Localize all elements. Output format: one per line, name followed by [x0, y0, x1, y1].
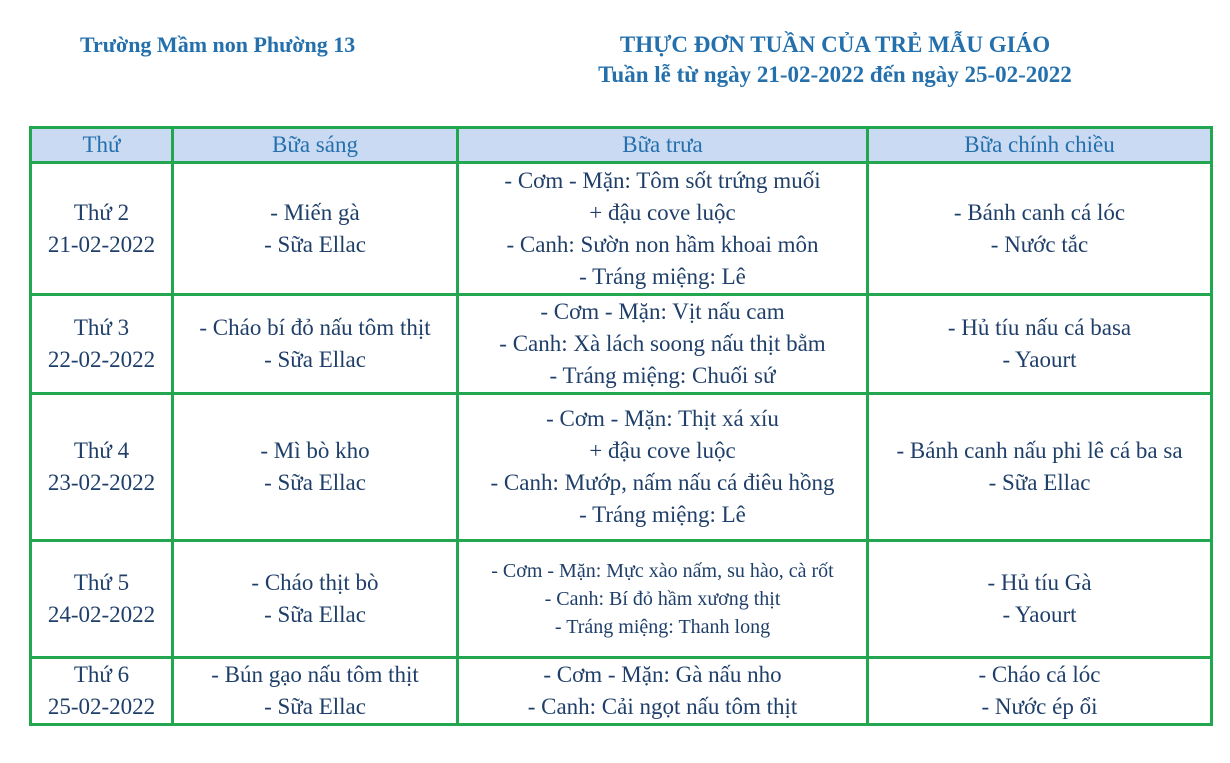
date-label: 24-02-2022 [47, 602, 156, 627]
day-label: Thứ 3 [73, 315, 130, 340]
column-header-lunch: Bữa trưa [458, 128, 868, 163]
menu-line: - Cơm - Mặn: Thịt xá xíu [546, 406, 779, 431]
page-title: THỰC ĐƠN TUẦN CỦA TRẺ MẪU GIÁO [619, 32, 1051, 57]
menu-line: - Sữa Ellac [264, 347, 366, 372]
menu-line: - Nước tắc [990, 231, 1089, 257]
day-cell [31, 295, 173, 394]
day-cell [31, 394, 173, 541]
table-row [31, 658, 1212, 725]
day-label: Thứ 2 [73, 199, 130, 225]
menu-line: - Bún gạo nấu tôm thịt [211, 662, 419, 687]
page-subtitle: Tuần lễ từ ngày 21-02-2022 đến ngày 25-02-2022 [598, 62, 1072, 87]
table-header-row [31, 128, 1212, 163]
menu-line: - Miến gà [270, 199, 360, 225]
lunch-cell [458, 658, 868, 725]
lunch-cell [458, 163, 868, 295]
menu-line: - Tráng miệng: Lê [579, 502, 746, 527]
breakfast-cell [173, 541, 458, 658]
menu-line: - Yaourt [1002, 602, 1077, 627]
date-label: 25-02-2022 [47, 694, 156, 719]
menu-line: + đậu cove luộc [589, 199, 736, 225]
menu-line: - Cơm - Mặn: Mực xào nấm, su hào, cà rốt [491, 560, 834, 582]
menu-line: - Cơm - Mặn: Vịt nấu cam [540, 299, 785, 324]
dinner-cell [868, 163, 1212, 295]
table-row [31, 541, 1212, 658]
menu-line: - Sữa Ellac [264, 694, 366, 719]
day-label: Thứ 5 [73, 570, 130, 595]
table-row [31, 295, 1212, 394]
menu-line: + đậu cove luộc [589, 438, 736, 463]
menu-line: - Cơm - Mặn: Gà nấu nho [543, 662, 782, 687]
column-header-breakfast: Bữa sáng [173, 128, 458, 163]
menu-line: - Cháo bí đỏ nấu tôm thịt [199, 315, 431, 340]
lunch-cell [458, 394, 868, 541]
day-label: Thứ 4 [73, 438, 130, 463]
menu-line: - Hủ tíu Gà [987, 570, 1092, 595]
menu-line: - Tráng miệng: Thanh long [554, 616, 771, 638]
column-header-day: Thứ [31, 128, 173, 163]
menu-line: - Sữa Ellac [988, 470, 1091, 495]
table-row [31, 163, 1212, 295]
title-block [540, 30, 1130, 90]
menu-line: - Cháo thịt bò [251, 570, 379, 595]
day-cell [31, 541, 173, 658]
menu-line: - Canh: Cải ngọt nấu tôm thịt [527, 694, 798, 719]
day-cell [31, 163, 173, 295]
menu-line: - Tráng miệng: Chuối sứ [549, 363, 776, 388]
menu-line: - Yaourt [1002, 347, 1077, 372]
day-cell [31, 658, 173, 725]
dinner-cell [868, 541, 1212, 658]
menu-line: - Bánh canh cá lóc [953, 199, 1126, 225]
menu-line: - Sữa Ellac [264, 602, 366, 627]
menu-line: - Canh: Sườn non hầm khoai môn [506, 231, 819, 257]
menu-line: - Hủ tíu nấu cá basa [947, 315, 1132, 340]
date-label: 23-02-2022 [47, 470, 156, 495]
menu-line: - Canh: Bí đỏ hầm xương thịt [544, 588, 781, 610]
dinner-cell [868, 658, 1212, 725]
menu-line: - Mì bò kho [260, 438, 370, 463]
column-header-dinner: Bữa chính chiều [868, 128, 1212, 163]
menu-line: - Tráng miệng: Lê [579, 263, 746, 289]
lunch-cell [458, 541, 868, 658]
breakfast-cell [173, 394, 458, 541]
menu-line: - Canh: Mướp, nấm nấu cá điêu hồng [490, 470, 835, 495]
breakfast-cell [173, 163, 458, 295]
dinner-cell [868, 295, 1212, 394]
weekly-menu-table [29, 126, 1213, 726]
menu-line: - Canh: Xà lách soong nấu thịt bằm [499, 331, 826, 356]
breakfast-cell [173, 658, 458, 725]
date-label: 22-02-2022 [47, 347, 156, 372]
day-label: Thứ 6 [73, 662, 130, 687]
dinner-cell [868, 394, 1212, 541]
lunch-cell [458, 295, 868, 394]
table-row [31, 394, 1212, 541]
breakfast-cell [173, 295, 458, 394]
menu-line: - Nước ép ổi [981, 694, 1098, 719]
menu-line: - Cháo cá lóc [978, 662, 1101, 687]
menu-line: - Sữa Ellac [264, 231, 366, 257]
date-label: 21-02-2022 [47, 231, 156, 257]
menu-line: - Bánh canh nấu phi lê cá ba sa [896, 438, 1183, 463]
school-name: Trường Mầm non Phường 13 [80, 32, 356, 57]
menu-line: - Cơm - Mặn: Tôm sốt trứng muối [504, 167, 821, 193]
menu-line: - Sữa Ellac [264, 470, 366, 495]
